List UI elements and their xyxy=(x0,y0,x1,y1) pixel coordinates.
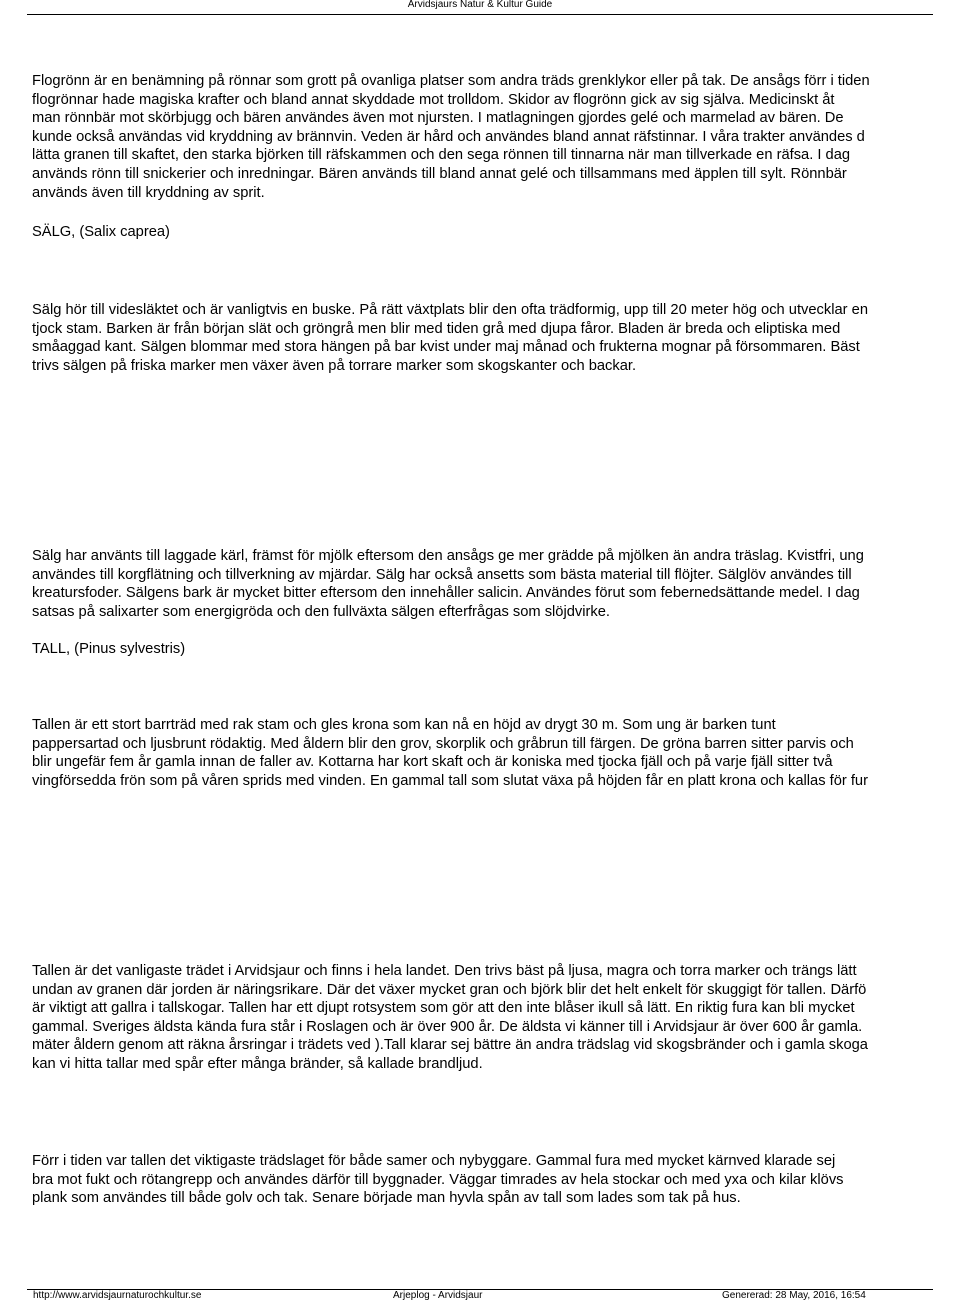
tall-history-paragraph xyxy=(32,1152,960,1208)
text-line: flogrönnar hade magiska krafter och bland annat skyddade mot trolldom. Skidor av flogrönn gick av sig själva. Medicinskt åt xyxy=(32,91,835,108)
tall-arvidsjaur-paragraph xyxy=(32,962,960,1074)
text-line: används även till kryddning av sprit. xyxy=(32,184,265,201)
footer-generated-timestamp: Genererad: 28 May, 2016, 16:54 xyxy=(722,1290,866,1301)
text-line: gammal. Sveriges äldsta kända fura står i Roslagen och är över 900 år. De äldsta vi känner till i Arvidsjaur är över 600 år gamla. xyxy=(32,1018,863,1035)
tall-heading: TALL, (Pinus sylvestris) xyxy=(32,641,186,657)
salg-description-paragraph xyxy=(32,301,960,375)
text-line: blir ungefär fem år gamla innan de faller av. Kottarna har kort skaft och är koniska med tjocka fjäll och på varje fjäll sitter två xyxy=(32,754,833,771)
text-line: plank som användes till både golv och tak. Senare började man hyvla spån av tall som lades som tak på hus. xyxy=(32,1190,741,1207)
text-line: Flogrönn är en benämning på rönnar som grott på ovanliga platser som andra träds grenklykor eller på tak. De ansågs förr i tiden xyxy=(32,73,870,89)
text-line: är viktigt att gallra i tallskogar. Tallen har ett djupt rotsystem som gör att den inte blåser ikull så lätt. En riktig fura kan bli mycket xyxy=(32,1000,855,1017)
text-line: kunde också användas vid kryddning av brännvin. Veden är hård och användes bland annat räfstinnar. I våra trakter användes d xyxy=(32,128,865,145)
text-line: Sälg har använts till laggade kärl, främst för mjölk eftersom den ansågs ge mer grädde på mjölken än andra träslag. Kvistfri, ung xyxy=(32,548,864,564)
text-line: Förr i tiden var tallen det viktigaste trädslaget för både samer och nybyggare. Gammal fura med mycket kärnved klarade sej xyxy=(32,1153,836,1169)
tall-description-paragraph xyxy=(32,716,960,790)
text-line: pappersartad och ljusbrunt rödaktig. Med åldern blir den grov, skorplik och gråbrun till färgen. De gröna barren sitter parvis och xyxy=(32,735,854,752)
page-header-title: Arvidsjaurs Natur & Kultur Guide xyxy=(407,0,553,10)
text-line: trivs sälgen på friska marker men växer även på torrare marker som skogskanter och backar. xyxy=(32,357,637,374)
text-line: används rönn till snickerier och inredningar. Bären används till bland annat gelé och tillsammans med äpplen till sylt. Rönnbär xyxy=(32,165,847,182)
rowan-paragraph xyxy=(32,72,960,202)
text-line: undan av granen där jorden är näringsrikare. Där det växer mycket gran och björk blir det helt enkelt för skuggigt för tallen. Därfö xyxy=(32,981,867,998)
text-line: Tallen är det vanligaste trädet i Arvidsjaur och finns i hela landet. Den trivs bäst på ljusa, magra och torra marker och trängs lätt xyxy=(32,963,857,979)
footer-location: Arjeplog - Arvidsjaur xyxy=(393,1290,483,1301)
salg-heading: SÄLG, (Salix caprea) xyxy=(32,224,170,240)
text-line: Tallen är ett stort barrträd med rak stam och gles krona som kan nå en höjd av drygt 30 m. Som ung är barken tunt xyxy=(32,717,776,733)
text-line: mäter åldern genom att räkna årsringar i trädets ved ).Tall klarar sej bättre än andra trädslag vid skogsbränder och i gamla skoga xyxy=(32,1037,868,1054)
text-line: småaggad kant. Sälgen blommar med stora hängen på bar kvist under maj månad och frukterna mognar på försommaren. Bäst xyxy=(32,339,860,356)
text-line: kreatursfoder. Sälgens bark är mycket bitter eftersom den innehåller salicin. Användes förut som febernedsättande medel. I dag xyxy=(32,585,860,602)
text-line: användes till korgflätning och tillverkning av mjärdar. Sälg har också ansetts som bästa material till flöjter. Sälglöv användes till xyxy=(32,566,852,583)
text-line: bra mot fukt och rötangrepp och användes därför till byggnader. Väggar timrades av hela stockar och med yxa och kilar klövs xyxy=(32,1171,844,1188)
salg-usage-paragraph xyxy=(32,547,960,621)
text-line: satsas på salixarter som energigröda och den fullväxta sälgen efterfrågas som slöjdvirke. xyxy=(32,603,610,620)
text-line: Sälg hör till videsläktet och är vanligtvis en buske. På rätt växtplats blir den ofta trädformig, upp till 20 meter hög och utvecklar en xyxy=(32,302,868,318)
footer-url-link[interactable]: http://www.arvidsjaurnaturochkultur.se xyxy=(33,1290,202,1301)
header-divider xyxy=(27,14,933,15)
text-line: man rönnbär mot skörbjugg och bären användes även mot njursten. I matlagningen gjordes gelé och marmelad av bären. De xyxy=(32,110,844,127)
text-line: kan vi hitta tallar med spår efter många bränder, så kallade brandljud. xyxy=(32,1055,483,1072)
text-line: lätta granen till skaftet, den starka björken till räfskammen och den sega rönnen till tinnarna när man tillverkade en räfsa. I dag xyxy=(32,147,851,164)
text-line: tjock stam. Barken är från början slät och gröngrå men blir med tiden grå med djupa fåror. Bladen är breda och eliptiska med xyxy=(32,320,841,337)
text-line: vingförsedda frön som på våren sprids med vinden. En gammal tall som slutat växa på höjden får en platt krona och kallas för fur xyxy=(32,772,868,789)
